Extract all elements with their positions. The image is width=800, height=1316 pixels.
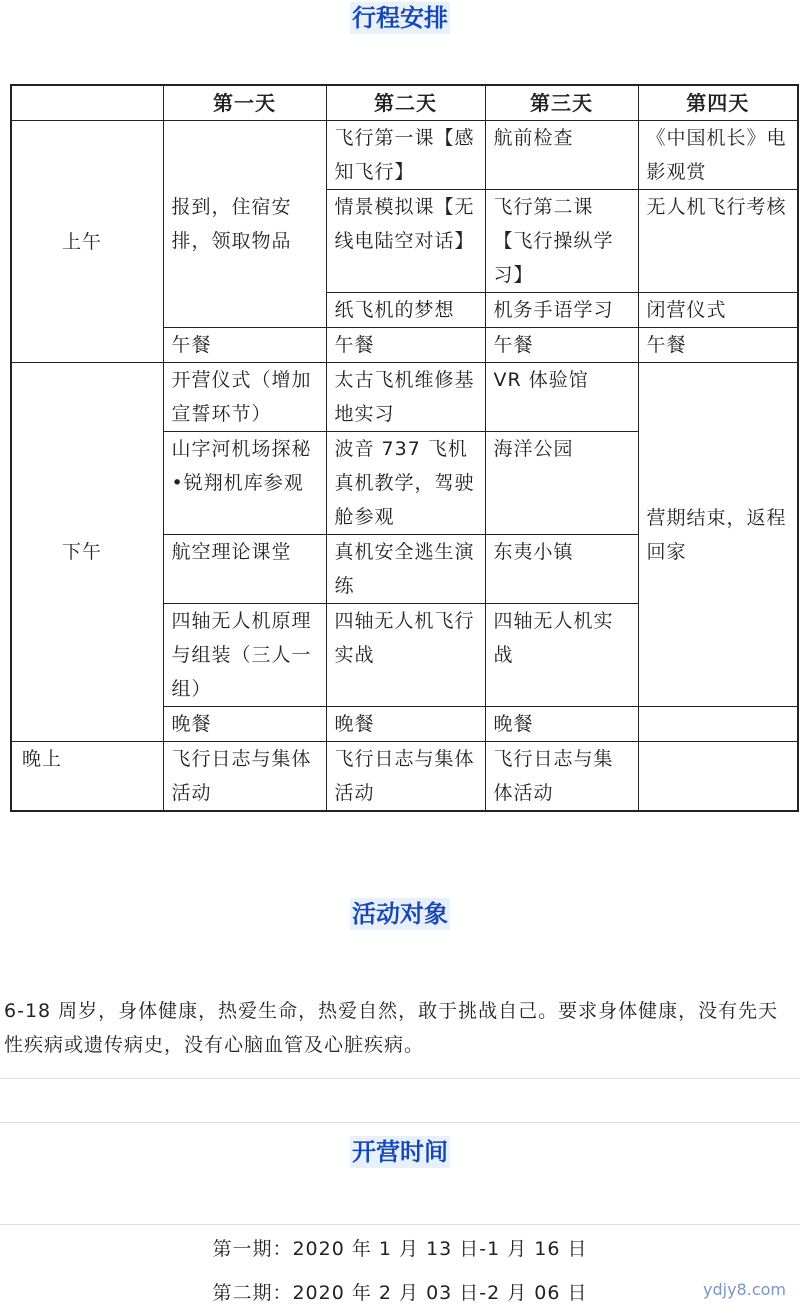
cell-dinner-d3: 晚餐 (485, 707, 638, 742)
period-morning: 上午 (11, 121, 163, 363)
cell-dinner-d1: 晚餐 (163, 707, 326, 742)
cell-afternoon-r4-d1: 四轴无人机原理与组装（三人一组） (163, 604, 326, 707)
cell-morning-d1: 报到，住宿安排，领取物品 (163, 121, 326, 328)
schedule-heading: 行程安排 (352, 4, 448, 32)
header-day-1: 第一天 (163, 85, 326, 121)
cell-morning-r1-d3: 航前检查 (485, 121, 638, 190)
cell-morning-r3-d2: 纸飞机的梦想 (326, 293, 485, 328)
session-1: 第一期：2020 年 1 月 13 日-1 月 16 日 (212, 1238, 588, 1260)
cell-evening-d2: 飞行日志与集体活动 (326, 742, 485, 812)
cell-evening-d3: 飞行日志与集体活动 (485, 742, 638, 812)
cell-afternoon-r2-d2: 波音 737 飞机真机教学，驾驶舱参观 (326, 432, 485, 535)
period-afternoon: 下午 (11, 363, 163, 742)
cell-afternoon-r1-d1: 开营仪式（增加宣誓环节） (163, 363, 326, 432)
cell-evening-d4-empty (638, 742, 798, 812)
cell-afternoon-r3-d2: 真机安全逃生演练 (326, 535, 485, 604)
cell-lunch-d3: 午餐 (485, 328, 638, 363)
cell-morning-r2-d3: 飞行第二课【飞行操纵学习】 (485, 190, 638, 293)
schedule-table (10, 84, 799, 812)
table-row (11, 742, 798, 812)
cell-dinner-d4-empty (638, 707, 798, 742)
cell-afternoon-r4-d3: 四轴无人机实战 (485, 604, 638, 707)
cell-morning-r3-d3: 机务手语学习 (485, 293, 638, 328)
header-day-2: 第二天 (326, 85, 485, 121)
cell-afternoon-r2-d1: 山字河机场探秘•锐翔机库参观 (163, 432, 326, 535)
divider (0, 1224, 800, 1225)
cell-morning-r2-d4: 无人机飞行考核 (638, 190, 798, 293)
cell-lunch-d2: 午餐 (326, 328, 485, 363)
header-cell-empty (11, 85, 163, 121)
cell-afternoon-r1-d3: VR 体验馆 (485, 363, 638, 432)
table-row (11, 363, 798, 432)
cell-morning-r1-d2: 飞行第一课【感知飞行】 (326, 121, 485, 190)
audience-heading: 活动对象 (352, 900, 448, 928)
session-2: 第二期：2020 年 2 月 03 日-2 月 06 日 (212, 1282, 588, 1304)
cell-afternoon-r1-d2: 太古飞机维修基地实习 (326, 363, 485, 432)
cell-afternoon-d4: 营期结束，返程回家 (638, 363, 798, 707)
divider (0, 1122, 800, 1123)
cell-afternoon-r3-d3: 东夷小镇 (485, 535, 638, 604)
table-row (11, 121, 798, 190)
cell-dinner-d2: 晚餐 (326, 707, 485, 742)
cell-afternoon-r2-d3: 海洋公园 (485, 432, 638, 535)
divider (0, 1078, 800, 1079)
audience-text: 6-18 周岁，身体健康，热爱生命，热爱自然，敢于挑战自己。要求身体健康，没有先天性疾病或遗传病史，没有心脑血管及心脏疾病。 (4, 1000, 779, 1056)
cell-morning-r2-d2: 情景模拟课【无线电陆空对话】 (326, 190, 485, 293)
time-heading: 开营时间 (352, 1138, 448, 1166)
header-day-3: 第三天 (485, 85, 638, 121)
watermark: ydjy8.com (703, 1280, 786, 1299)
cell-lunch-d1: 午餐 (163, 328, 326, 363)
cell-afternoon-r4-d2: 四轴无人机飞行实战 (326, 604, 485, 707)
cell-afternoon-r3-d1: 航空理论课堂 (163, 535, 326, 604)
table-header-row (11, 85, 798, 121)
cell-lunch-d4: 午餐 (638, 328, 798, 363)
cell-morning-r1-d4: 《中国机长》电影观赏 (638, 121, 798, 190)
period-evening: 晚上 (11, 742, 163, 812)
header-day-4: 第四天 (638, 85, 798, 121)
cell-evening-d1: 飞行日志与集体活动 (163, 742, 326, 812)
cell-morning-r3-d4: 闭营仪式 (638, 293, 798, 328)
